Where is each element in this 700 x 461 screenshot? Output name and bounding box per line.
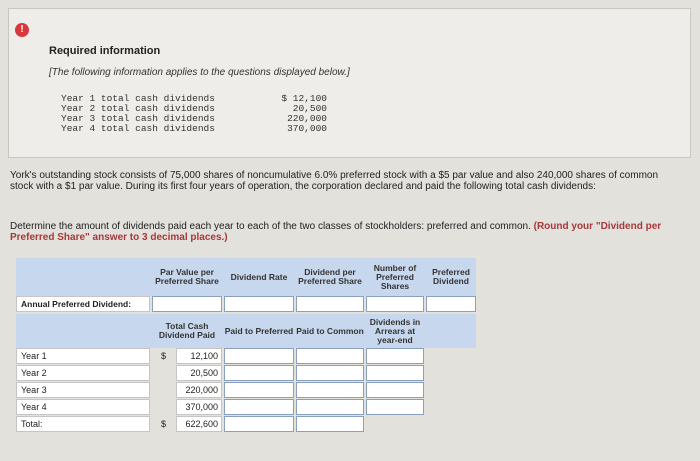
paid-common-input[interactable] <box>296 382 364 398</box>
dividend-worksheet <box>16 258 476 429</box>
given-amount: $ 12,100 <box>281 93 327 104</box>
total-cash-paid: 220,000 <box>176 382 222 398</box>
table-row <box>16 399 476 415</box>
paid-preferred-input[interactable] <box>224 348 294 364</box>
table-row-total <box>16 416 476 432</box>
dollar-sign <box>158 365 172 381</box>
total-paid-preferred-input[interactable] <box>224 416 294 432</box>
header-arrears: Dividends in Arrears at year-end <box>369 316 421 345</box>
header-paid-preferred: Paid to Preferred <box>224 325 294 336</box>
dividend-per-share-input[interactable] <box>296 296 364 312</box>
number-of-shares-input[interactable] <box>366 296 424 312</box>
arrears-input[interactable] <box>366 382 424 398</box>
total-cash-paid: 622,600 <box>176 416 222 432</box>
header-par-value: Par Value per Preferred Share <box>155 267 219 286</box>
problem-instruction <box>10 221 680 243</box>
table-row <box>16 382 476 398</box>
annual-preferred-label: Annual Preferred Dividend: <box>16 296 150 312</box>
header-paid-common: Paid to Common <box>296 325 364 336</box>
table-row <box>16 365 476 381</box>
row-label: Year 4 <box>16 399 150 415</box>
given-label: Year 4 total cash dividends <box>61 123 215 134</box>
rounding-note: (Round your "Dividend per Preferred Share" answer to 3 decimal places.) <box>10 221 662 243</box>
paid-common-input[interactable] <box>296 365 364 381</box>
dollar-sign <box>158 382 172 398</box>
arrears-input[interactable] <box>366 365 424 381</box>
preferred-dividend-input[interactable] <box>426 296 476 312</box>
total-cash-paid: 12,100 <box>176 348 222 364</box>
total-cash-paid: 370,000 <box>176 399 222 415</box>
header-total-cash: Total Cash Dividend Paid <box>158 321 216 340</box>
paid-common-input[interactable] <box>296 348 364 364</box>
given-label: Year 2 total cash dividends <box>61 103 215 114</box>
paid-preferred-input[interactable] <box>224 399 294 415</box>
dividend-rate-input[interactable] <box>224 296 294 312</box>
given-row <box>61 124 327 134</box>
dollar-sign <box>158 399 172 415</box>
table-row <box>16 348 476 364</box>
paid-preferred-input[interactable] <box>224 382 294 398</box>
par-value-input[interactable] <box>152 296 222 312</box>
total-cash-paid: 20,500 <box>176 365 222 381</box>
required-info-subtitle: [The following information applies to the questions displayed below.] <box>49 67 350 78</box>
dividend-given-table <box>61 94 327 134</box>
given-label: Year 3 total cash dividends <box>61 113 215 124</box>
row-label: Year 1 <box>16 348 150 364</box>
arrears-input[interactable] <box>366 348 424 364</box>
dollar-sign: $ <box>161 351 167 361</box>
row-label: Year 2 <box>16 365 150 381</box>
required-info-panel <box>8 8 691 158</box>
required-info-title: Required information <box>49 45 161 57</box>
header-number-of-shares: Number of Preferred Shares <box>373 262 417 291</box>
paid-common-input[interactable] <box>296 399 364 415</box>
header-dividend-rate: Dividend Rate <box>230 271 288 282</box>
problem-description: York's outstanding stock consists of 75,000 shares of noncumulative 6.0% preferred stock with a $5 par value and also 240,000 shares of common stock with a $1 par value. During its first four years of operation, the corporation declared and paid the following total cash dividends: <box>10 170 659 192</box>
total-paid-common-input[interactable] <box>296 416 364 432</box>
arrears-input[interactable] <box>366 399 424 415</box>
given-amount: 220,000 <box>287 113 327 124</box>
row-label: Total: <box>16 416 150 432</box>
given-label: Year 1 total cash dividends <box>61 93 215 104</box>
alert-icon: ! <box>15 23 29 37</box>
paid-preferred-input[interactable] <box>224 365 294 381</box>
given-amount: 20,500 <box>292 103 327 114</box>
header-preferred-dividend: Preferred Dividend <box>432 267 470 286</box>
given-amount: 370,000 <box>287 123 327 134</box>
row-label: Year 3 <box>16 382 150 398</box>
header-dividend-per-share: Dividend per Preferred Share <box>298 267 362 286</box>
dollar-sign: $ <box>161 419 167 429</box>
instruction-text: Determine the amount of dividends paid each year to each of the two classes of stockholders: preferred and common. <box>10 221 534 232</box>
